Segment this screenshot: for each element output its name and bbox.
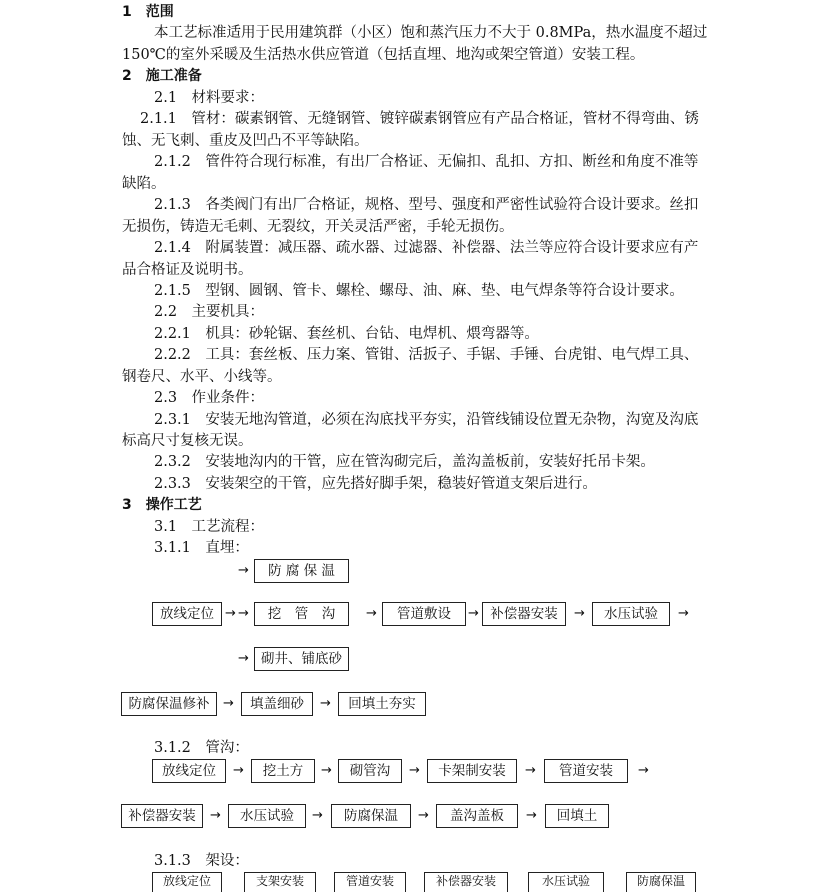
flow-box: 砌井、铺底砂 <box>254 647 349 671</box>
section-2-heading: 2 施工准备 <box>122 68 202 84</box>
flow-arrow: → <box>210 808 221 823</box>
paragraph-line: 2.1.3 各类阀门有出厂合格证，规格、型号、强度和严密性试验符合设计要求。丝扣 <box>154 197 699 213</box>
flow-box: 卡架制安装 <box>427 759 517 783</box>
subsection-heading: 2.1 材料要求： <box>154 90 265 106</box>
paragraph-line: 蚀、无飞刺、重皮及凹凸不平等缺陷。 <box>122 133 369 149</box>
flow-arrow: → <box>320 696 331 711</box>
paragraph-line: 2.3.1 安装无地沟管道，必须在沟底找平夯实，沿管线铺设位置无杂物，沟宽及沟底 <box>154 412 699 428</box>
flow-box: 防腐保温 <box>626 872 696 892</box>
flow-box: 挖土方 <box>251 759 315 783</box>
flow-box: 盖沟盖板 <box>436 804 518 828</box>
subsection-heading: 2.3 作业条件： <box>154 390 265 406</box>
flow-box: 回填土夯实 <box>338 692 426 716</box>
flow-box: 水压试验 <box>592 602 670 626</box>
flow-arrow: → <box>418 808 429 823</box>
subsection-heading: 3.1.1 直埋： <box>154 540 249 556</box>
paragraph-line: 2.1.1 管材：碳素钢管、无缝钢管、镀锌碳素钢管应有产品合格证，管材不得弯曲、锈 <box>140 111 699 127</box>
flow-box: 补偿器安装 <box>482 602 566 626</box>
flow-box: 补偿器安装 <box>424 872 508 892</box>
paragraph-line: 缺陷。 <box>122 176 166 192</box>
subsection-heading: 3.1 工艺流程： <box>154 519 265 535</box>
flow-box: 支架安装 <box>244 872 316 892</box>
paragraph-line: 2.2.1 机具：砂轮锯、套丝机、台钻、电焊机、煨弯器等。 <box>154 326 539 342</box>
paragraph-line: 无损伤，铸造无毛刺、无裂纹，开关灵活严密，手轮无损伤。 <box>122 219 514 235</box>
flow-arrow: → <box>238 563 249 578</box>
flow-box: 管道敷设 <box>382 602 466 626</box>
paragraph-line: 标高尺寸复核无误。 <box>122 433 253 449</box>
flow-box: 防腐保温 <box>331 804 411 828</box>
subsection-heading: 2.2 主要机具： <box>154 304 265 320</box>
section-3-heading: 3 操作工艺 <box>122 497 202 513</box>
flow-box: 管道安装 <box>544 759 628 783</box>
flow-box: 水压试验 <box>528 872 604 892</box>
paragraph-line: 2.1.5 型钢、圆钢、管卡、螺栓、螺母、油、麻、垫、电气焊条等符合设计要求。 <box>154 283 684 299</box>
flow-arrow: → <box>574 606 585 621</box>
flow-box: 放线定位 <box>152 759 226 783</box>
flow-box: 放线定位 <box>152 602 222 626</box>
section-1-heading: 1 范围 <box>122 4 174 20</box>
paragraph-line: 本工艺标准适用于民用建筑群（小区）饱和蒸汽压力不大于 0.8MPa，热水温度不超过 <box>154 25 708 41</box>
paragraph-line: 2.1.2 管件符合现行标准，有出厂合格证、无偏扣、乱扣、方扣、断丝和角度不准等 <box>154 154 699 170</box>
paragraph-line: 2.2.2 工具：套丝板、压力案、管钳、活扳子、手锯、手锤、台虎钳、电气焊工具、 <box>154 347 699 363</box>
flow-arrow: → <box>638 763 649 778</box>
flow-box: 砌管沟 <box>338 759 402 783</box>
flow-arrow: → <box>312 808 323 823</box>
paragraph-line: 150℃的室外采暖及生活热水供应管道（包括直埋、地沟或架空管道）安装工程。 <box>122 47 645 63</box>
flow-box: 回填土 <box>545 804 609 828</box>
paragraph-line: 2.3.2 安装地沟内的干管，应在管沟砌完后，盖沟盖板前，安装好托吊卡架。 <box>154 454 655 470</box>
subsection-heading: 3.1.3 架设： <box>154 853 249 869</box>
flow-arrow: → <box>468 606 479 621</box>
flow-arrow: → <box>366 606 377 621</box>
flow-arrow: → <box>238 651 249 666</box>
flow-box: 防 腐 保 温 <box>254 559 349 583</box>
flow-box: 放线定位 <box>152 872 222 892</box>
paragraph-line: 品合格证及说明书。 <box>122 262 253 278</box>
flow-box: 填盖细砂 <box>241 692 313 716</box>
flow-arrow: → <box>238 606 249 621</box>
flow-arrow: → <box>225 606 236 621</box>
paragraph-line: 2.1.4 附属装置：减压器、疏水器、过滤器、补偿器、法兰等应符合设计要求应有产 <box>154 240 699 256</box>
flow-arrow: → <box>678 606 689 621</box>
flow-box: 水压试验 <box>228 804 306 828</box>
flow-arrow: → <box>526 808 537 823</box>
flow-box: 管道安装 <box>334 872 406 892</box>
flow-box: 挖 管 沟 <box>254 602 349 626</box>
subsection-heading: 3.1.2 管沟： <box>154 740 249 756</box>
flow-arrow: → <box>321 763 332 778</box>
flow-arrow: → <box>409 763 420 778</box>
flow-box: 防腐保温修补 <box>121 692 217 716</box>
flow-arrow: → <box>233 763 244 778</box>
flow-arrow: → <box>223 696 234 711</box>
flow-arrow: → <box>525 763 536 778</box>
flow-box: 补偿器安装 <box>121 804 203 828</box>
paragraph-line: 钢卷尺、水平、小线等。 <box>122 369 282 385</box>
paragraph-line: 2.3.3 安装架空的干管，应先搭好脚手架，稳装好管道支架后进行。 <box>154 476 597 492</box>
